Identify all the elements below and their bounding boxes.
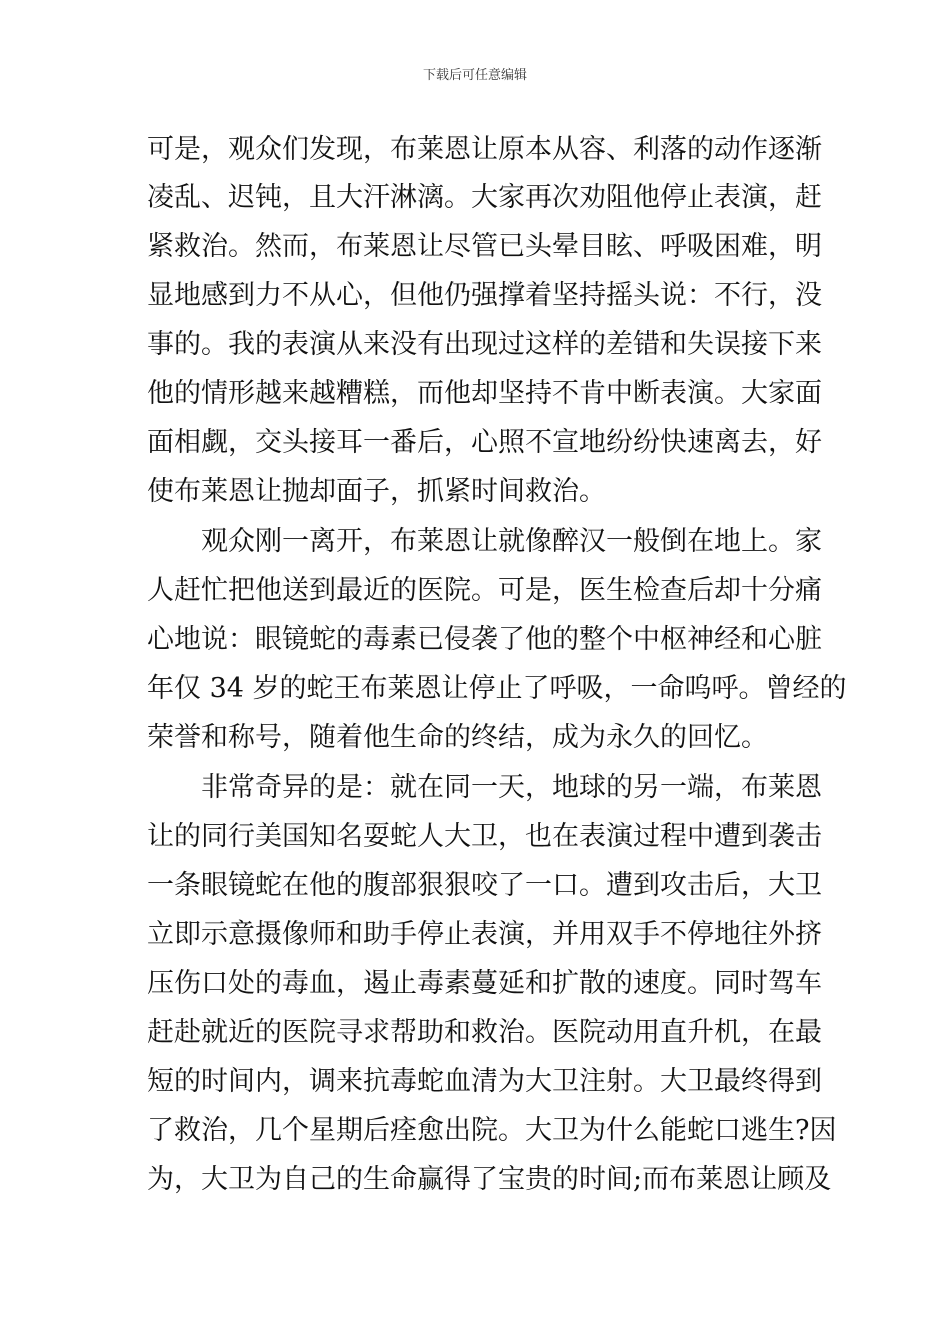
text-line: 赶赴就近的医院寻求帮助和救治。医院动用直升机，在最 xyxy=(147,1017,822,1048)
text-line: 紧救治。然而，布莱恩让尽管已头晕目眩、呼吸困难，明 xyxy=(147,231,822,262)
text-line: 了救治，几个星期后痊愈出院。大卫为什么能蛇口逃生?因 xyxy=(147,1115,837,1146)
text-line: 心地说：眼镜蛇的毒素已侵袭了他的整个中枢神经和心脏 xyxy=(147,624,822,655)
text-line: 一条眼镜蛇在他的腹部狠狠咬了一口。遭到攻击后，大卫 xyxy=(147,870,822,901)
text-line: 让的同行美国知名耍蛇人大卫，也在表演过程中遭到袭击 xyxy=(147,821,822,852)
text-line: 压伤口处的毒血，遏止毒素蔓延和扩散的速度。同时驾车 xyxy=(147,968,822,999)
text-line: 短的时间内，调来抗毒蛇血清为大卫注射。大卫最终得到 xyxy=(147,1066,822,1097)
text-line: 使布莱恩让抛却面子，抓紧时间救治。 xyxy=(147,476,606,507)
text-line: 凌乱、迟钝，且大汗淋漓。大家再次劝阻他停止表演，赶 xyxy=(147,182,822,213)
text-line: 可是，观众们发现，布莱恩让原本从容、利落的动作逐渐 xyxy=(147,134,822,165)
text-line: 事的。我的表演从来没有出现过这样的差错和失误接下来 xyxy=(147,329,822,360)
text-line: 为，大卫为自己的生命赢得了宝贵的时间;而布莱恩让顾及 xyxy=(147,1164,832,1195)
text-line: 荣誉和称号，随着他生命的终结，成为永久的回忆。 xyxy=(147,722,768,753)
text-line: 显地感到力不从心，但他仍强撑着坚持摇头说：不行，没 xyxy=(147,280,822,311)
text-line: 年仅 34 岁的蛇王布莱恩让停止了呼吸，一命呜呼。曾经的 xyxy=(147,673,847,704)
page-header: 下载后可任意编辑 xyxy=(422,68,527,83)
text-line: 非常奇异的是：就在同一天，地球的另一端，布莱恩 xyxy=(147,772,822,803)
text-line: 他的情形越来越糟糕，而他却坚持不肯中断表演。大家面 xyxy=(147,378,822,409)
text-line: 立即示意摄像师和助手停止表演，并用双手不停地往外挤 xyxy=(147,919,822,950)
text-line: 面相觑，交头接耳一番后，心照不宣地纷纷快速离去，好 xyxy=(147,427,822,458)
text-line: 观众刚一离开，布莱恩让就像醉汉一般倒在地上。家 xyxy=(147,526,822,557)
text-line: 人赶忙把他送到最近的医院。可是，医生检查后却十分痛 xyxy=(147,575,822,606)
